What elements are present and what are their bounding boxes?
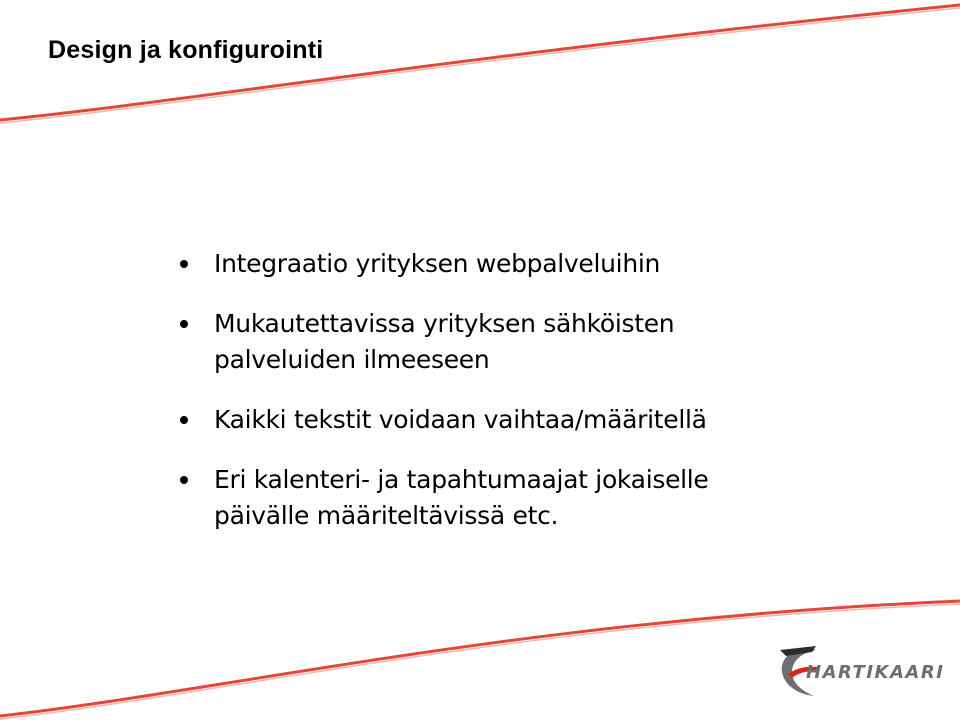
bullet-list [180,246,820,558]
bullet-dot-icon [180,260,188,268]
bullet-text: Mukautettavissa yrityksen sähköisten palveluiden ilmeeseen [214,309,675,374]
logo-text: HARTIKAARI [806,662,945,683]
bullet-dot-icon [180,416,188,424]
bullet-dot-icon [180,476,188,484]
bullet-item [180,462,820,534]
bullet-item [180,246,820,282]
bullet-item [180,402,820,438]
top-accent-line-shadow [0,8,960,123]
bullet-dot-icon [180,320,188,328]
hartikaari-logo [776,640,946,702]
slide-title: Design ja konfigurointi [48,36,324,64]
bullet-item [180,306,820,378]
bullet-text: Integraatio yrityksen webpalveluihin [214,249,661,278]
bullet-text: Eri kalenteri- ja tapahtumaajat jokaiselle päivälle määriteltävissä etc. [214,465,709,530]
bullet-text: Kaikki tekstit voidaan vaihtaa/määritellä [214,405,707,434]
